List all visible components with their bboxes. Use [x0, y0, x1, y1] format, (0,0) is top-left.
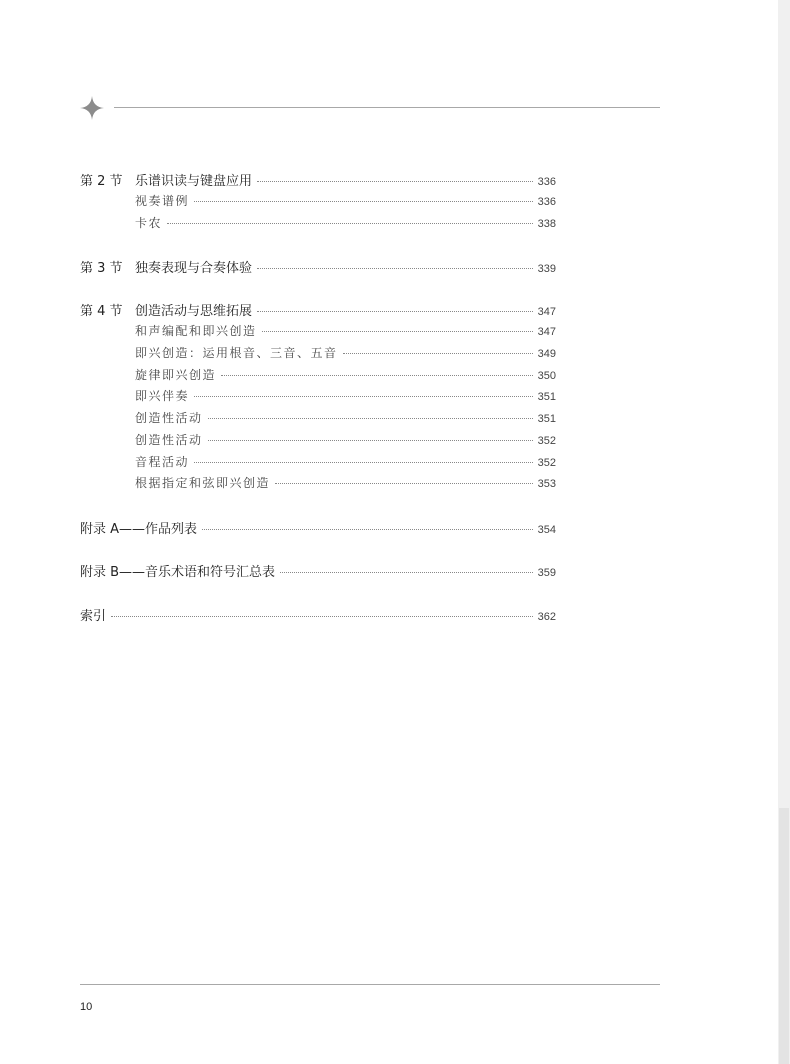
section-label: 第 2 节 — [80, 174, 123, 189]
page-ref: 338 — [537, 218, 556, 230]
item-title: 视奏谱例 — [135, 194, 190, 208]
dot-leader — [208, 440, 533, 441]
page-ref: 347 — [537, 326, 556, 338]
dot-leader — [221, 375, 533, 376]
item-title: 即兴创造：运用根音、三音、五音 — [135, 346, 338, 360]
item-title: 音程活动 — [135, 455, 190, 469]
dot-leader — [208, 418, 533, 419]
section-label: 第 3 节 — [80, 261, 123, 276]
page-ref: 349 — [537, 348, 556, 360]
dot-leader — [257, 268, 533, 269]
toc-item[interactable] — [80, 366, 556, 384]
page-ref: 351 — [537, 413, 556, 425]
dot-leader — [280, 572, 533, 573]
item-title: 根据指定和弦即兴创造 — [135, 476, 271, 490]
dot-leader — [194, 396, 533, 397]
toc-appendix-b[interactable] — [80, 561, 556, 579]
dot-leader — [343, 353, 533, 354]
section-label: 第 4 节 — [80, 304, 123, 319]
toc-item[interactable] — [80, 453, 556, 471]
toc-item[interactable] — [80, 344, 556, 362]
appendix-title: 附录 A——作品列表 — [80, 522, 198, 537]
toc-item[interactable] — [80, 322, 556, 340]
page-ref: 352 — [537, 457, 556, 469]
toc-section-4[interactable] — [80, 300, 556, 318]
toc-item[interactable] — [80, 431, 556, 449]
four-point-star-icon — [80, 96, 104, 120]
item-title: 和声编配和即兴创造 — [135, 324, 257, 338]
page-ref: 352 — [537, 435, 556, 447]
page-ref: 347 — [537, 306, 556, 318]
section-title: 创造活动与思维拓展 — [135, 304, 253, 319]
dot-leader — [275, 483, 533, 484]
footer-rule — [80, 984, 660, 985]
scrollbar-thumb[interactable] — [779, 808, 789, 1064]
section-title: 独奏表现与合奏体验 — [135, 261, 253, 276]
dot-leader — [257, 311, 533, 312]
section-title: 乐谱识读与键盘应用 — [135, 174, 253, 189]
dot-leader — [262, 331, 533, 332]
page-ref: 353 — [537, 478, 556, 490]
page-ref: 351 — [537, 391, 556, 403]
page-ref: 336 — [537, 196, 556, 208]
dot-leader — [202, 529, 533, 530]
item-title: 创造性活动 — [135, 433, 203, 447]
page-ref: 359 — [537, 567, 556, 579]
dot-leader — [194, 201, 533, 202]
appendix-title: 附录 B——音乐术语和符号汇总表 — [80, 565, 276, 580]
page-number: 10 — [80, 1001, 93, 1013]
dot-leader — [111, 616, 533, 617]
toc-section-2[interactable] — [80, 170, 556, 188]
toc-item[interactable] — [80, 387, 556, 405]
header-rule — [114, 107, 660, 108]
toc-section-3[interactable] — [80, 257, 556, 275]
page-ref: 362 — [537, 611, 556, 623]
page-ref: 339 — [537, 263, 556, 275]
item-title: 即兴伴奏 — [135, 389, 190, 403]
item-title: 卡农 — [135, 216, 163, 230]
toc-item[interactable] — [80, 214, 556, 232]
page-ref: 350 — [537, 370, 556, 382]
dot-leader — [257, 181, 533, 182]
toc-index[interactable] — [80, 605, 556, 623]
item-title: 旋律即兴创造 — [135, 368, 217, 382]
index-title: 索引 — [80, 609, 107, 624]
dot-leader — [167, 223, 533, 224]
page-ref: 354 — [537, 524, 556, 536]
toc-item[interactable] — [80, 192, 556, 210]
toc-item[interactable] — [80, 409, 556, 427]
dot-leader — [194, 462, 533, 463]
toc-item[interactable] — [80, 474, 556, 492]
toc-appendix-a[interactable] — [80, 518, 556, 536]
page-ref: 336 — [537, 176, 556, 188]
item-title: 创造性活动 — [135, 411, 203, 425]
